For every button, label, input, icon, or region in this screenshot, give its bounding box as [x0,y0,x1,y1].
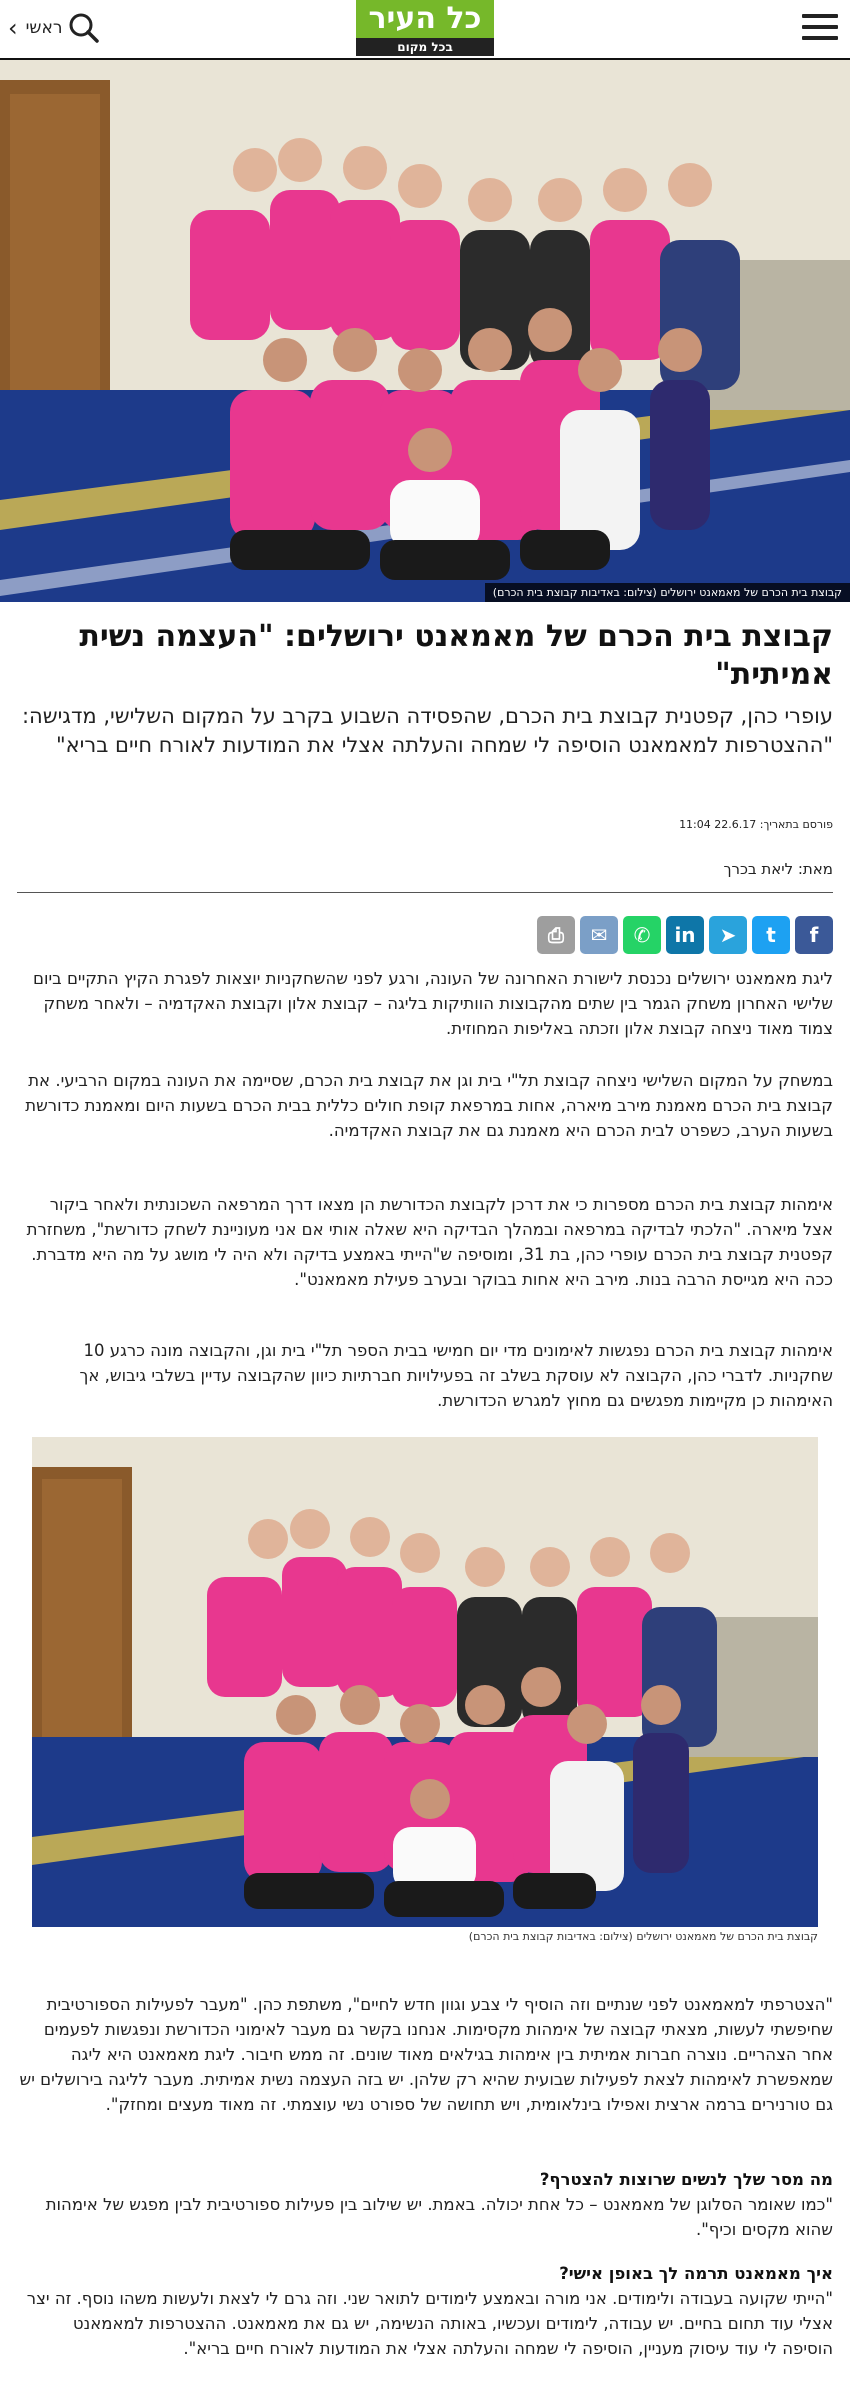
paragraph-2: במשחק על המקום השלישי ניצחה קבוצת תל"י בית וגן את קבוצת בית הכרם, שסיימה את העונה במקום הרביעי. את קבוצת בית הכרם מאמנת מירב מיארה, אחות במרפאת קופת חולים כללית בבית הכרם בשעות היום ומאמנת כדורשת בשעות הערב, כשפרט לבית הכרם היא מאמנת גם את קבוצת האקדמיה. [25,1071,833,1140]
linkedin-icon: in [674,923,696,947]
inline-photo-caption: קבוצת בית הכרם של מאמאנט ירושלים (צילום: באדיבות קבוצת בית הכרם) [468,1930,818,1943]
chevron-left-icon: ‹ [8,14,18,42]
site-logo[interactable] [356,0,494,56]
team-photo-illustration [0,60,850,602]
answer-1: "כמו שאומר הסלוגן של מאמאנט – כל אחת יכולה. באמת. יש שילוב בין פעילות ספורטיבית לבין מפגש של אימהות שהוא מקסים וכיף". [45,2195,833,2239]
share-linkedin-button[interactable] [666,916,704,954]
inline-photo [32,1437,818,1927]
divider [17,892,833,893]
answer-2: "הייתי שקועה בעבודה ולימודים. אני מורה ובאמצע לימודים לתואר שני. וזה גרם לי לצאת ולעשות משהו נוסף. זה יצר אצלי עוד תחום בחיים. יש עבודה, לימודים ועכשיו, באותה הנשימה, יש גם את מאמאנט. ההצטרפות למאמאנט הוסיפה לי עוד עיסוק מעניין, הוסיפה לי שמחה והעלתה אצלי את המודעות לאורח חיים בריא". [26,2289,833,2358]
paragraph-1: ליגת מאמאנט ירושלים נכנסת לישורת האחרונה של העונה, ורגע לפני שהשחקניות יוצאות לפגרת הקיץ התקיים ביום שלישי האחרון משחק הגמר בין שתים מהקבוצות הוותיקות בליגה – קבוצת אלון וקבוצת האקדמיה – ולאחר משחק צמוד מאוד ניצחה קבוצת אלון וזכתה באליפות המחוזית. [33,969,833,1038]
share-bar [537,916,833,954]
share-email-button[interactable] [580,916,618,954]
hero-caption: קבוצת בית הכרם של מאמאנט ירושלים (צילום: באדיבות קבוצת בית הכרם) [485,583,850,602]
author: מאת: ליאת בכרך [723,860,833,878]
back-to-home-link[interactable] [8,14,62,42]
share-twitter-button[interactable] [752,916,790,954]
facebook-icon: f [809,923,819,947]
search-icon[interactable] [68,12,100,44]
paragraph-3: אימהות קבוצת בית הכרם מספרות כי את דרכן לקבוצת הכדורשת הן מצאו דרך המרפאה השכונתית ולאחר ביקור אצל מיארה. "הלכתי לבדיקה במרפאה ובמהלך הבדיקה היא שאלה אותי אם אני מעוניינת לשחק כדורשת", משחזרת קפטנית קבוצת בית הכרם עופרי כהן, בת 31, ומוסיפה ש"הייתי באמצע בדיקה ולא היה לי מושג על מה היא מדברת. ככה היא מגייסת הרבה בנות. מירב היא אחות בבוקר ובערב פעילת מאמאנט". [26,1195,833,1289]
back-label: ראשי [25,18,63,38]
email-icon: ✉ [590,923,608,947]
print-icon: ⎙ [548,923,564,947]
team-photo-illustration-2 [32,1437,818,1927]
share-whatsapp-button[interactable] [623,916,661,954]
logo-main-text: כל העיר [356,0,494,38]
share-facebook-button[interactable] [795,916,833,954]
article-title: קבוצת בית הכרם של מאמאנט ירושלים: "העצמה נשית אמיתית" [79,619,833,692]
article-subtitle: עופרי כהן, קפטנית קבוצת בית הכרם, שהפסידה השבוע בקרב על המקום השלישי, מדגישה: "ההצטרפות למאמאנט הוסיפה לי שמחה והעלתה אצלי את המודעות לאורח חיים בריא" [21,704,833,757]
paragraph-5: "הצטרפתי למאמאנט לפני שנתיים וזה הוסיף לי צבע וגוון חדש לחיים", משתפת כהן. "מעבר לפעילות הספורטיבית שחיפשתי לעשות, מצאתי קבוצה של אימהות מקסימות. אנחנו בקשר גם מעבר לאימוני הכדורשת ונפגשות לפעמים אחר הצהריים. נוצרה חברות אמיתית בין אימהות בגילאים מאוד שונים. זה ממש חיבור. ליגת מאמאנט היא ליגה שמאפשרת לאימהות לצאת לפעילות שבועית שהיא רק שלהן. יש בזה העצמה נשית אמיתית. מעבר לליגה בירושלים יש גם טורנירים ברמה ארצית ואפילו בינלאומית, ויש תחושה של ספורט נשי עוצמתי. זה מאוד מעצים ומחזק". [19,1995,833,2114]
share-print-button[interactable] [537,916,575,954]
question-2: איך מאמאנט תרמה לך באופן אישי? [559,2264,833,2283]
telegram-icon: ➤ [719,923,737,947]
question-1: מה מסר שלך לנשים שרוצות להצטרף? [539,2170,833,2189]
menu-icon[interactable] [802,14,838,42]
share-telegram-button[interactable] [709,916,747,954]
top-bar [0,0,850,60]
hero-photo [0,60,850,602]
logo-sub-text: בכל מקום [356,38,494,56]
paragraph-4: אימהות קבוצת בית הכרם נפגשות לאימונים מדי יום חמישי בבית הספר תל"י בית וגן, והקבוצה מונה כרגע 10 שחקניות. לדברי כהן, הקבוצה לא עוסקת בשלב זה בפעילויות חברתיות כיוון שהקבוצה עדיין בשלבי גיבוש, אך האימהות כן מקיימות מפגשים גם מחוץ למגרש הכדורשת. [79,1341,833,1410]
twitter-icon: t [766,923,776,947]
publish-date: פורסם בתאריך: 22.6.17 11:04 [679,818,833,831]
whatsapp-icon: ✆ [633,923,651,947]
